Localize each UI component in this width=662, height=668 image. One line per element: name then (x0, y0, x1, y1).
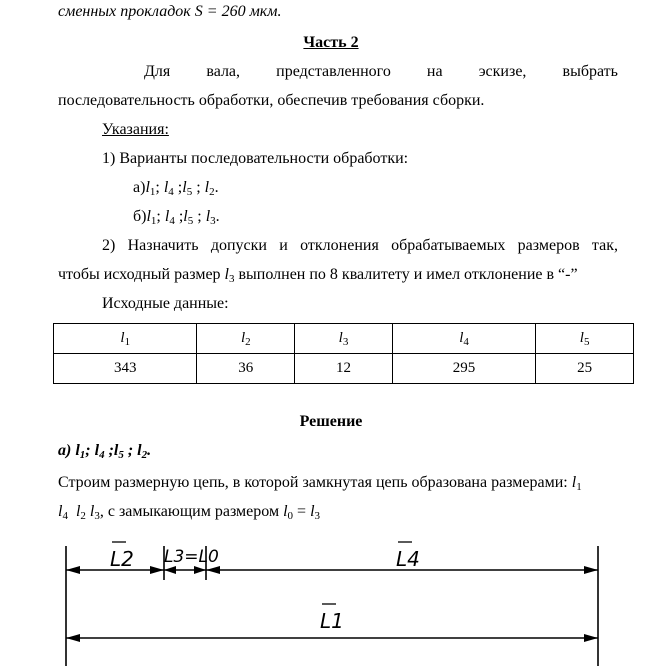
task-word: эскизе, (478, 63, 527, 80)
var-index: 2 (80, 510, 86, 522)
solution-variant: а) $l_1$; $l_4$ $;l_5$ ; $l_2$. (58, 442, 152, 461)
variant-a (133, 179, 219, 197)
separator: ; (174, 208, 184, 225)
table-row (54, 354, 634, 384)
arrow-l2-left (66, 566, 80, 574)
chain-text: Строим размерную цепь, в которой замкнутая цепь образована размерами: (58, 474, 572, 491)
item2-word: так, (591, 237, 618, 254)
variant-b-prefix: б) (133, 208, 147, 225)
task-word: представленного (276, 63, 391, 80)
variant-b (133, 208, 220, 226)
label-l2: L2 (110, 547, 134, 571)
table-cell: 25 (536, 354, 634, 384)
task-line-2: последовательность обработки, обеспечив требования сборки. (58, 92, 485, 109)
var-symbol: l (204, 179, 210, 196)
separator: . (214, 179, 219, 196)
solution-heading: Решение (299, 413, 363, 430)
item2-word: обрабатываемых (391, 237, 506, 254)
var-index: 4 (168, 186, 174, 198)
table-cell: 12 (295, 354, 393, 384)
var-index: 0 (287, 510, 294, 522)
chain-line-1 (58, 474, 582, 492)
var-index: 4 (99, 449, 105, 461)
part-heading (0, 34, 662, 52)
label-l3-l0: L3=L0 (164, 547, 219, 567)
var-symbol: l (183, 208, 188, 225)
var-symbol: l (182, 179, 187, 196)
separator: ; (156, 208, 165, 225)
table-header-cell: $l_1$ (54, 324, 197, 354)
variant-a-prefix: а) (133, 179, 146, 196)
separator: ; (155, 179, 164, 196)
table-cell: 36 (197, 354, 295, 384)
var-index: 3 (314, 510, 321, 522)
label-l1: L1 (320, 609, 344, 633)
task-word: на (426, 63, 443, 80)
source-data-table (53, 323, 634, 384)
dimension-chain-sketch (0, 536, 662, 668)
instructions-item-1: 1) Варианты последовательности обработки: (102, 150, 409, 167)
var-symbol: l (224, 266, 229, 283)
item2-text: чтобы исходный размер (58, 266, 225, 283)
var-symbol: l (146, 208, 151, 225)
arrow-l4-right (584, 566, 598, 574)
var-index: 3 (94, 510, 100, 522)
var-index: 3 (210, 215, 216, 227)
var-symbol: l (163, 179, 169, 196)
var-symbol: l (571, 474, 577, 491)
instructions-item-2-line-2 (58, 266, 578, 284)
item2-word: отклонения (300, 237, 379, 254)
item2-word: допуски (210, 237, 267, 254)
arrow-l4-left (206, 566, 220, 574)
top-fragment: сменных прокладок S = 260 мкм. (58, 3, 282, 20)
part-heading-text: Часть 2 (303, 34, 359, 51)
table-header-cell: $l_3$ (295, 324, 393, 354)
separator: ; (192, 179, 205, 196)
table-header-cell: $l_4$ (392, 324, 535, 354)
equals-sign: = (293, 503, 311, 520)
task-word: Для (144, 63, 171, 80)
var-index: 1 (149, 186, 156, 198)
item2-word: размеров (517, 237, 580, 254)
task-line-1 (144, 63, 618, 81)
separator: . (215, 208, 220, 225)
arrow-l3-right (194, 566, 206, 574)
arrow-l1-left (66, 634, 80, 642)
arrow-l1-right (584, 634, 598, 642)
var-index: 3 (229, 273, 235, 285)
instructions-item-2-line-1 (102, 237, 618, 255)
separator: ; (193, 208, 206, 225)
var-index: 2 (141, 449, 148, 461)
task-word: выбрать (562, 63, 618, 80)
var-symbol: l (205, 208, 211, 225)
var-symbol: l (164, 208, 170, 225)
chain-text: , с замыкающим размером (99, 503, 284, 520)
arrow-l2-right (150, 566, 164, 574)
item2-text: выполнен по 8 квалитету и имел отклонение в “-” (234, 266, 578, 283)
var-index: 5 (118, 449, 124, 461)
data-heading: Исходные данные: (102, 295, 229, 312)
table-cell: 343 (54, 354, 197, 384)
table-header-cell: $l_2$ (197, 324, 295, 354)
item2-word: и (279, 237, 288, 254)
var-index: 5 (186, 186, 193, 198)
label-l4: L4 (396, 547, 420, 571)
var-symbol: l (283, 503, 288, 520)
var-index: 1 (576, 481, 582, 493)
chain-line-2: $l_4$ $l_2$ $l_3$, с замыкающим размером $l_0 = l_3$ (58, 503, 321, 522)
var-index: 1 (79, 449, 86, 461)
var-index: 4 (62, 510, 68, 522)
var-index: 5 (187, 215, 194, 227)
table-header-cell: $l_5$ (536, 324, 634, 354)
instructions-heading: Указания: (102, 121, 169, 138)
item2-word: 2) (102, 237, 116, 254)
var-symbol: l (310, 503, 315, 520)
var-index: 2 (209, 186, 215, 198)
separator: ; (173, 179, 183, 196)
arrow-l3-left (164, 566, 176, 574)
var-index: 4 (169, 215, 175, 227)
table-header-row (54, 324, 634, 354)
var-index: 1 (150, 215, 157, 227)
item2-word: Назначить (127, 237, 199, 254)
var-symbol: l (145, 179, 150, 196)
solution-variant-label: а) (58, 442, 76, 459)
table-cell: 295 (392, 354, 535, 384)
task-word: вала, (206, 63, 241, 80)
